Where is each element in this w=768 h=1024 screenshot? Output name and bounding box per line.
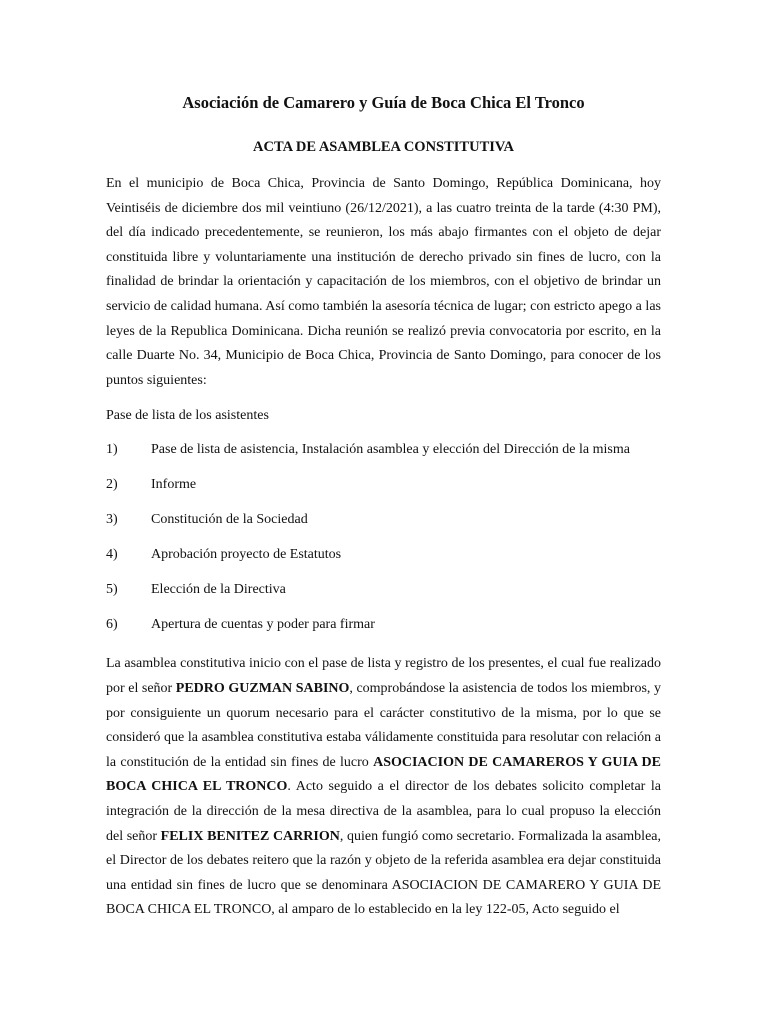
agenda-item-text: Apertura de cuentas y poder para firmar	[151, 617, 375, 633]
agenda-item-number: 6)	[106, 617, 118, 633]
agenda-item-number: 3)	[106, 512, 118, 528]
agenda-item	[106, 440, 661, 475]
agenda-item	[106, 615, 661, 650]
agenda-item-text: Pase de lista de asistencia, Instalación asamblea y elección del Dirección de la misma	[151, 442, 630, 458]
document-title: Asociación de Camarero y Guía de Boca Chica El Tronco	[182, 93, 585, 112]
intro-paragraph: En el municipio de Boca Chica, Provincia de Santo Domingo, República Dominicana, hoy Veintiséis de diciembre dos mil veintiuno (26/12/2021), a las cuatro treinta de la tarde (4:30 PM), del día indicado precedentemente, se reunieron, los más abajo firmantes con el objeto de dejar constituida libre y voluntariamente una institución de derecho privado sin fines de lucro, con la finalidad de brindar la orientación y capacitación de los miembros, con el objetivo de brindar un servicio de calidad humana. Así como también la asesoría técnica de lugar; con estricto apego a las leyes de la Republica Dominicana. Dicha reunión se realizó previa convocatoria por escrito, en la calle Duarte No. 34, Municipio de Boca Chica, Provincia de Santo Domingo, para conocer de los puntos siguientes:	[106, 176, 661, 388]
document-subtitle: ACTA DE ASAMBLEA CONSTITUTIVA	[253, 139, 514, 155]
agenda-item	[106, 510, 661, 545]
agenda-item	[106, 545, 661, 580]
agenda-item	[106, 580, 661, 615]
agenda-heading: Pase de lista de los asistentes	[106, 408, 269, 424]
body-text: , comprobándose la asistencia de todos los miembros, y por consiguiente un quorum necesario para el carácter constitutivo de la misma, por lo que se consideró que la asamblea constitutiva estaba válidamente constituida para resolutar con relación a la constitución de la entidad sin fines de lucro	[106, 680, 661, 770]
president-name: PEDRO GUZMAN SABINO	[175, 680, 350, 696]
agenda-list	[106, 440, 661, 650]
agenda-item-text: Aprobación proyecto de Estatutos	[151, 547, 342, 563]
body-paragraph	[106, 652, 661, 923]
body-text: La asamblea constitutiva inicio con el pase de lista y registro de los presentes, el cual fue realizado por el señor	[106, 656, 661, 696]
agenda-item-number: 5)	[106, 582, 118, 598]
document-page	[106, 92, 661, 923]
body-text: , quien fungió como secretario. Formalizada la asamblea, el Director de los debates reitero que la razón y objeto de la referida asamblea era dejar constituida una entidad sin fines de lucro que se denominara ASOCIACION DE CAMARERO Y GUIA DE BOCA CHICA EL TRONCO, al amparo de lo establecido en la ley 122-05, Acto seguido el	[106, 828, 661, 918]
agenda-item-text: Elección de la Directiva	[151, 582, 286, 598]
secretary-name: FELIX BENITEZ CARRION	[160, 828, 340, 844]
body-text: . Acto seguido a el director de los debates solicito completar la integración de la dirección de la mesa directiva de la asamblea, para lo cual propuso la elección del señor	[106, 779, 662, 844]
agenda-item-number: 1)	[106, 442, 118, 458]
agenda-item-number: 4)	[106, 547, 118, 563]
agenda-item-text: Constitución de la Sociedad	[151, 512, 308, 528]
agenda-item-number: 2)	[106, 477, 118, 493]
agenda-item-text: Informe	[151, 477, 197, 493]
association-name: ASOCIACION DE CAMAREROS Y GUIA DE BOCA CHICA EL TRONCO	[106, 754, 662, 795]
agenda-item	[106, 475, 661, 510]
